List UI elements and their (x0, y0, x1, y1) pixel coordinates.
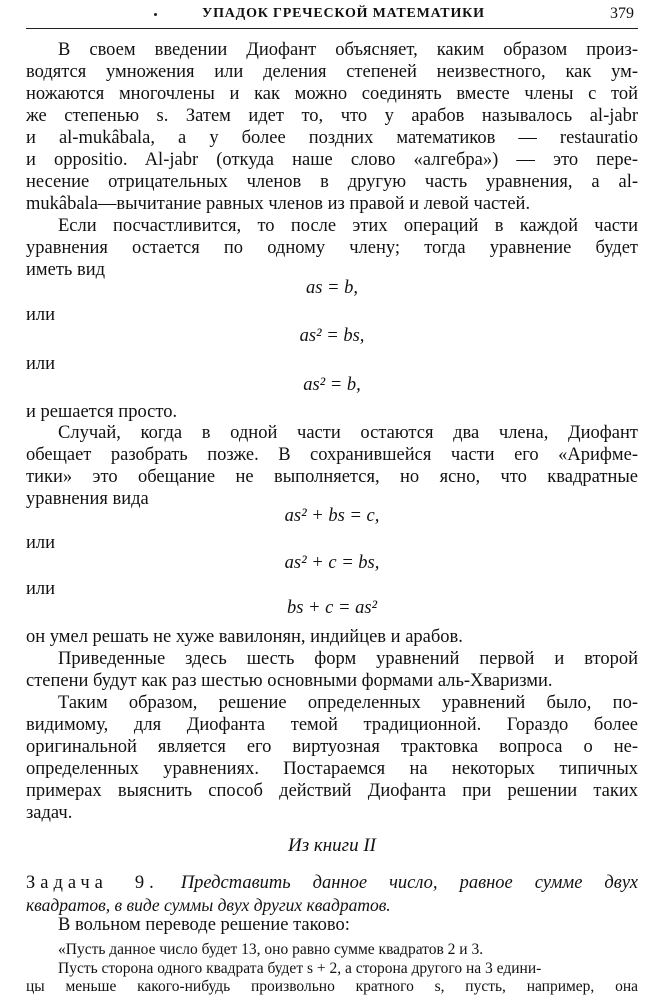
text-line: обещает разобрать позже. В сохранившейся части его «Арифме- (26, 445, 638, 465)
text-line: В своем введении Диофант объясняет, каким образом произ- (58, 40, 638, 60)
text-line: определенных уравнениях. Постараемся на некоторых типичных (26, 759, 638, 779)
text-line: Если посчастливится, то после этих операций в каждой части (58, 216, 638, 236)
text-line: Таким образом, решение определенных уравнений было, по- (58, 693, 638, 713)
page-number: 379 (610, 5, 634, 22)
running-header (26, 2, 638, 29)
text-line: видимому, для Диофанта темой традиционной. Гораздо более (26, 715, 638, 735)
problem-label: Задача 9. (26, 873, 159, 893)
text-line: водятся умножения или деления степеней неизвестного, как ум- (26, 62, 638, 82)
problem-statement-line (26, 872, 638, 894)
quote-line: цы меньше какого-нибудь произвольно кратного s, пусть, например, она (26, 978, 638, 995)
text-line: несение отрицательных членов в другую часть уравнения, а al- (26, 172, 638, 192)
connector-or: или (26, 354, 56, 374)
equation-as2-bs-c: as² + bs = c, (284, 506, 380, 526)
problem-statement-line: квадратов, в виде суммы двух других квадратов. (26, 895, 391, 915)
text-line: уравнения вида (26, 489, 149, 509)
section-heading: Из книги II (287, 835, 376, 856)
connector-or: или (26, 579, 56, 599)
header-dot-ornament (154, 13, 157, 16)
text-line: же степенью s. Затем идет то, что у арабов называлось al-jabr (26, 106, 638, 126)
text-line: примерах выяснить способ действий Диофанта при решении таких (26, 781, 638, 801)
equation-bs-c-as2: bs + c = as² (286, 598, 378, 618)
text-line: В вольном переводе решение таково: (58, 915, 350, 935)
quote-line: «Пусть данное число будет 13, оно равно сумме квадратов 2 и 3. (58, 941, 484, 958)
text-line: Приведенные здесь шесть форм уравнений первой и второй (58, 649, 638, 669)
text-line: уравнения остается по одному члену; тогда уравнение будет (26, 238, 638, 258)
text-line: иметь вид (26, 260, 106, 280)
connector-or: или (26, 305, 56, 325)
equation-as2-c-bs: as² + c = bs, (284, 553, 380, 573)
text-line: задач. (26, 803, 73, 823)
problem-statement: Представить данное число, равное сумме двух (180, 873, 639, 893)
connector-or: или (26, 533, 56, 553)
text-line: ножаются многочлены и как можно соединять вместе члены с той (26, 84, 638, 104)
text-line: он умел решать не хуже вавилонян, индийцев и арабов. (26, 627, 463, 647)
equation-as2-bs: as² = bs, (299, 326, 365, 346)
text-line: Случай, когда в одной части остаются два члена, Диофант (58, 423, 638, 443)
text-line: и oppositio. Al-jabr (откуда наше слово «алгебра») — это пере- (26, 150, 638, 170)
equation-as2-b: as² = b, (303, 375, 361, 395)
running-title: УПАДОК ГРЕЧЕСКОЙ МАТЕМАТИКИ (202, 6, 485, 21)
equation-as-b: as = b, (305, 278, 359, 298)
text-line: и al-mukâbala, а у более поздних математиков — restauratio (26, 128, 638, 148)
text-line: mukâbala—вычитание равных членов из правой и левой частей. (26, 194, 531, 214)
text-line: степени будут как раз шестью основными формами аль-Хваризми. (26, 671, 553, 691)
text-line: и решается просто. (26, 402, 178, 422)
text-line: оригинальной является его виртуозная трактовка вопроса о не- (26, 737, 638, 757)
quote-line: Пусть сторона одного квадрата будет s + 2, а сторона другого на 3 едини- (58, 960, 542, 977)
text-line: тики» это обещание не выполняется, но ясно, что квадратные (26, 467, 638, 487)
